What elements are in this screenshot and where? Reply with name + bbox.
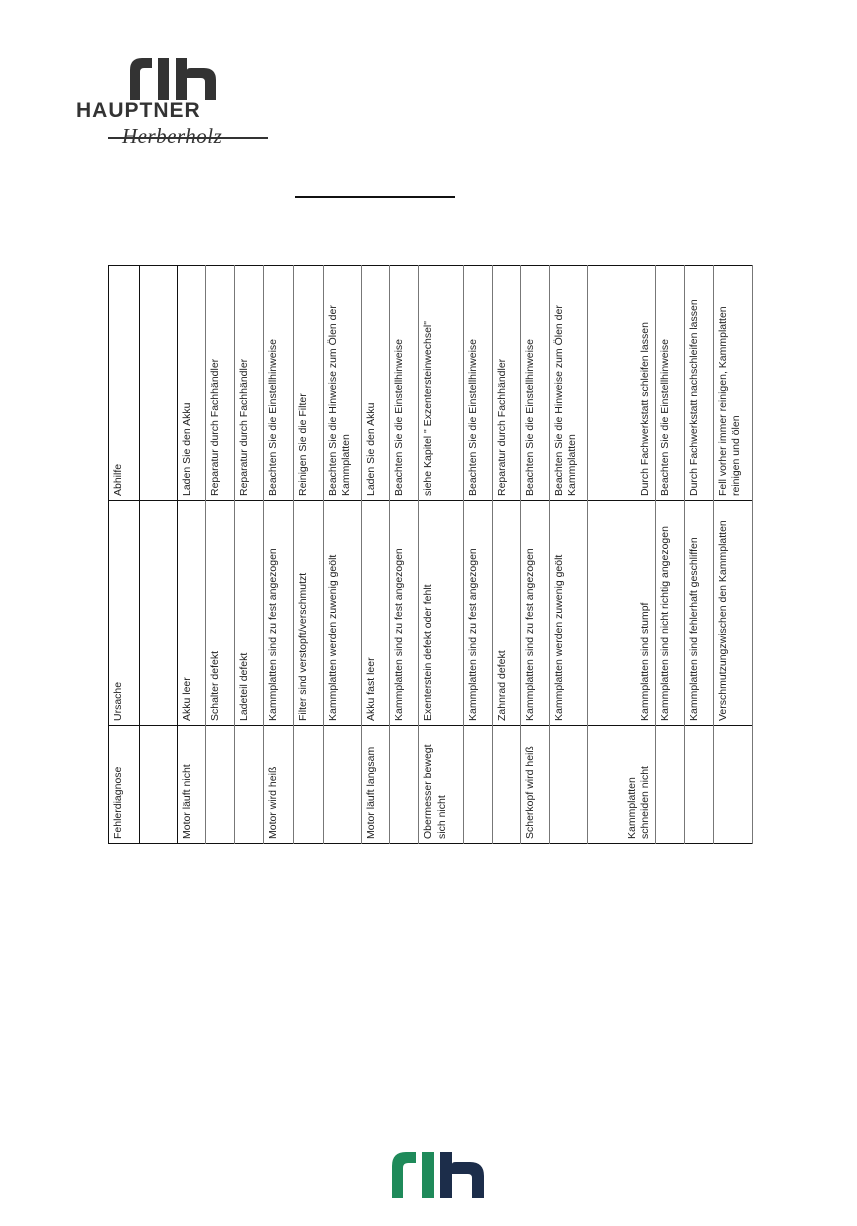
subbrand-name: Herberholz [122,124,223,148]
cell-abhilfe: Beachten Sie die Einstellhinweise [390,266,419,501]
rlh-logo-mark [128,56,218,101]
rlh-footer-logo [390,1148,486,1200]
cell-abhilfe: Reparatur durch Fachhändler [235,266,264,501]
table-row [520,266,549,844]
cell-ursache: Kammplatten sind stumpf [588,501,655,726]
troubleshooting-table-container [108,266,753,844]
cell-fehlerdiagnose [714,726,753,844]
cell-fehlerdiagnose [323,726,362,844]
cell-fehlerdiagnose: Motor läuft nicht [178,726,206,844]
cell-fehlerdiagnose [390,726,419,844]
table-row [549,266,588,844]
table-row [206,266,235,844]
cell-ursache: Schalter defekt [206,501,235,726]
table-row [685,266,714,844]
cell-fehlerdiagnose [685,726,714,844]
cell-ursache: Verschmutzungzwischen den Kammplatten [714,501,753,726]
cell-abhilfe: Beachten Sie die Einstellhinweise [655,266,684,501]
cell-fehlerdiagnose [293,726,323,844]
cell-ursache: Exenterstein defekt oder fehlt [419,501,463,726]
table-row [492,266,520,844]
cell-ursache: Kammplatten sind zu fest angezogen [264,501,293,726]
cell-abhilfe: Beachten Sie die Einstellhinweise [520,266,549,501]
cell-fehlerdiagnose [492,726,520,844]
table-row [362,266,390,844]
col-header-fehlerdiagnose: Fehlerdiagnose [109,726,140,844]
table-row [323,266,362,844]
table-row [463,266,492,844]
table-row [419,266,463,844]
cell-abhilfe: Beachten Sie die Einstellhinweise [264,266,293,501]
table-body [140,266,753,844]
cell-abhilfe: Fell vorher immer reinigen, Kammplatten reinigen und ölen [714,266,753,501]
cell-ursache: Akku leer [178,501,206,726]
cell-ursache: Kammplatten sind zu fest angezogen [463,501,492,726]
col-header-ursache: Ursache [109,501,140,726]
cell-ursache: Ladeteil defekt [235,501,264,726]
table-row [588,266,655,844]
cell-abhilfe: Reparatur durch Fachhändler [492,266,520,501]
cell-ursache: Kammplatten sind zu fest angezogen [390,501,419,726]
rotated-table-frame [108,266,753,844]
cell-ursache: Kammplatten sind zu fest angezogen [520,501,549,726]
heading-underline [295,196,455,198]
col-header-abhilfe: Abhilfe [109,266,140,501]
cell-fehlerdiagnose: Kammplatten schneiden nicht [588,726,655,844]
cell-ursache: Kammplatten sind fehlerhaft geschliffen [685,501,714,726]
cell-abhilfe: Durch Fachwerkstatt nachschleifen lassen [685,266,714,501]
cell-fehlerdiagnose [235,726,264,844]
troubleshooting-table [108,265,753,844]
cell-fehlerdiagnose: Scherkopf wird heiß [520,726,549,844]
brand-name: HAUPTNER [76,99,201,122]
cell-abhilfe: Beachten Sie die Hinweise zum Ölen der Kammplatten [323,266,362,501]
hauptner-logo [72,56,282,151]
table-row [178,266,206,844]
table-row [264,266,293,844]
table-row [714,266,753,844]
cell-fehlerdiagnose: Motor läuft langsam [362,726,390,844]
cell-ursache: Akku fast leer [362,501,390,726]
cell-fehlerdiagnose: Motor wird heiß [264,726,293,844]
cell-ursache: Kammplatten werden zuwenig geölt [549,501,588,726]
table-header-row [109,266,140,844]
table-row [655,266,684,844]
cell-abhilfe: siehe Kapitel " Exzentersteinwechsel" [419,266,463,501]
cell-abhilfe: Laden Sie den Akku [178,266,206,501]
cell-ursache: Filter sind verstopft/verschmutzt [293,501,323,726]
spacer-row [140,266,178,844]
cell-fehlerdiagnose [463,726,492,844]
cell-abhilfe: Durch Fachwerkstatt schleifen lassen [588,266,655,501]
cell-ursache: Kammplatten werden zuwenig geölt [323,501,362,726]
cell-fehlerdiagnose: Obermesser bewegt sich nicht [419,726,463,844]
cell-ursache: Kammplatten sind nicht richtig angezogen [655,501,684,726]
table-row [390,266,419,844]
cell-abhilfe: Beachten Sie die Einstellhinweise [463,266,492,501]
cell-fehlerdiagnose [206,726,235,844]
cell-abhilfe: Beachten Sie die Hinweise zum Ölen der Kammplatten [549,266,588,501]
cell-abhilfe: Laden Sie den Akku [362,266,390,501]
cell-abhilfe: Reinigen Sie die Filter [293,266,323,501]
table-row [293,266,323,844]
cell-ursache: Zahnrad defekt [492,501,520,726]
cell-fehlerdiagnose [549,726,588,844]
cell-fehlerdiagnose [655,726,684,844]
cell-abhilfe: Reparatur durch Fachhändler [206,266,235,501]
table-row [235,266,264,844]
